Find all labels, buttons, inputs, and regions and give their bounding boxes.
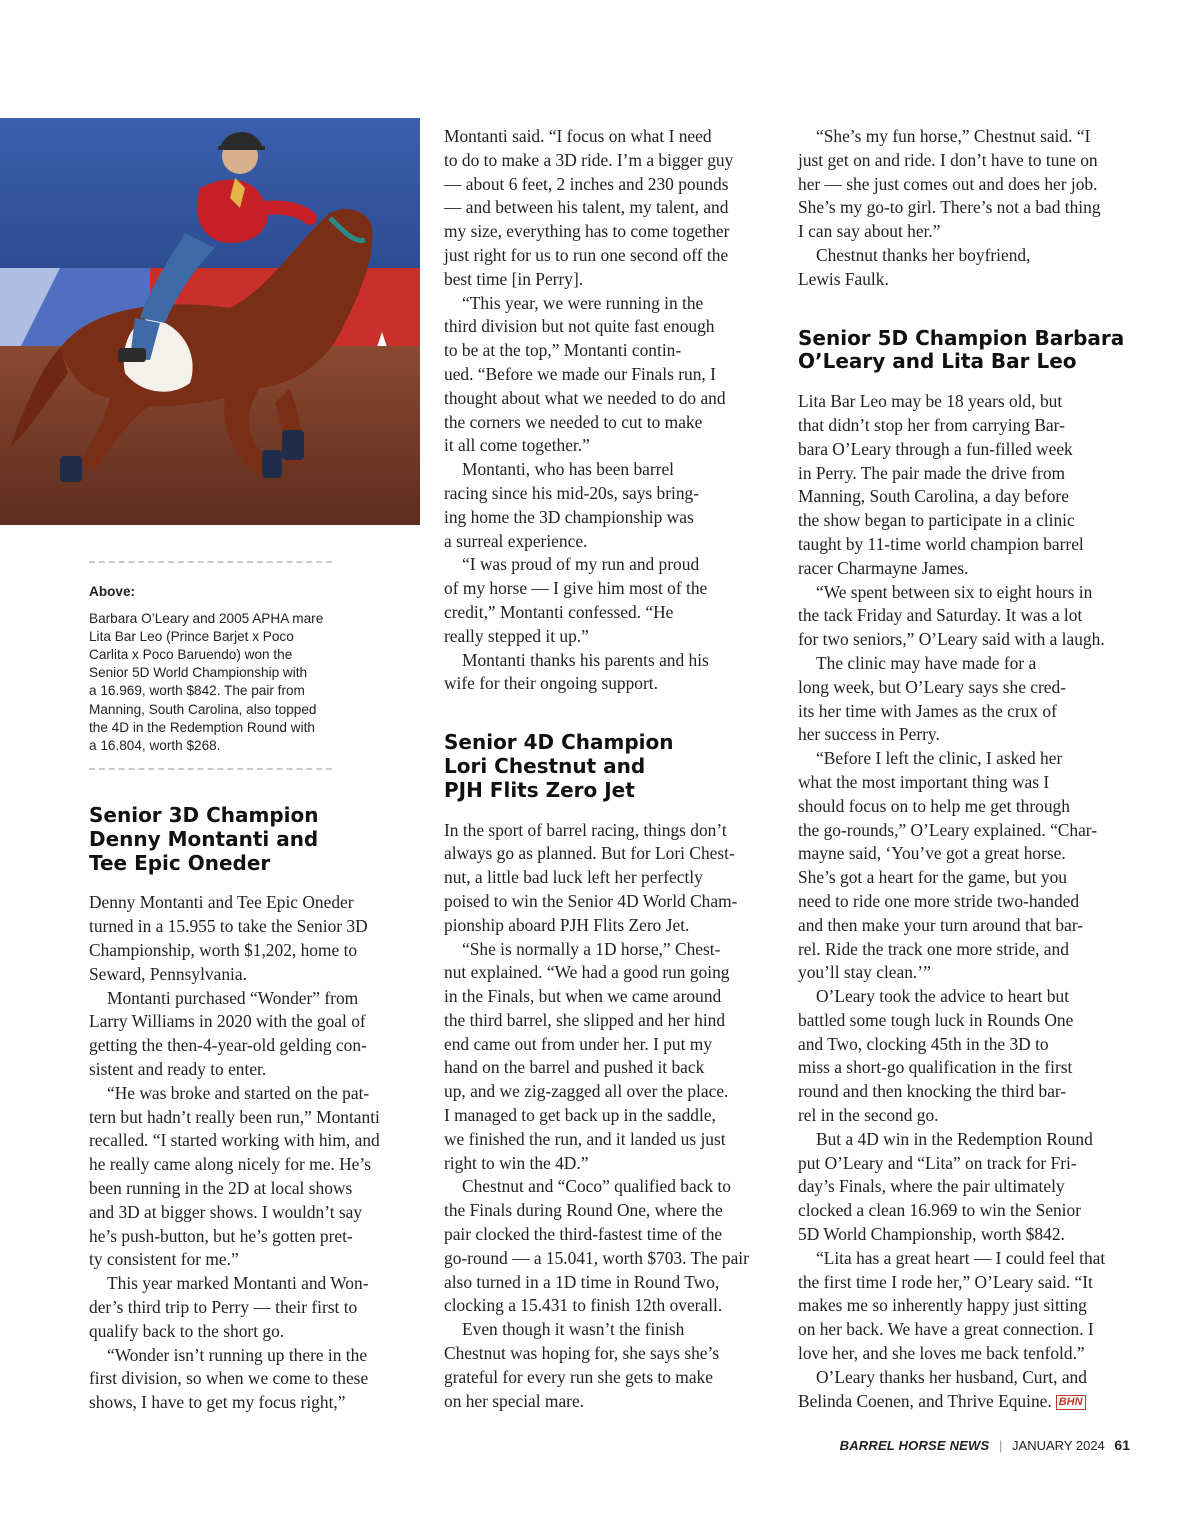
bhn-end-mark: BHN — [1056, 1395, 1086, 1410]
text-line: in Perry. The pair made the drive from — [798, 462, 1066, 483]
caption-text — [89, 610, 334, 755]
paragraph — [444, 458, 784, 553]
text-line: “Lita has a great heart — I could feel that — [816, 1247, 1106, 1268]
paragraph — [89, 1272, 424, 1343]
heading-line: Tee Epic Oneder — [89, 850, 271, 875]
page-footer — [0, 1437, 1130, 1453]
text-line: battled some tough luck in Rounds One — [798, 1009, 1074, 1030]
text-line: grateful for every run she gets to make — [444, 1366, 713, 1387]
text-line: a surreal experience. — [444, 530, 588, 551]
text-line: it all come together.” — [444, 435, 590, 456]
text-line: “She is normally a 1D horse,” Chest- — [462, 938, 721, 959]
paragraph — [444, 125, 784, 292]
text-line: credit,” Montanti confessed. “He — [444, 601, 674, 622]
article-column-2 — [444, 125, 784, 1413]
text-line: Montanti, who has been barrel — [462, 459, 675, 480]
text-line: Seward, Pennsylvania. — [89, 963, 247, 984]
heading-line: Denny Montanti and — [89, 826, 319, 851]
text-line: der’s third trip to Perry — their first to — [89, 1296, 358, 1317]
text-line: But a 4D win in the Redemption Round — [816, 1128, 1093, 1149]
text-line: that didn’t stop her from carrying Bar- — [798, 414, 1065, 435]
text-line: love her, and she loves me back tenfold.” — [798, 1343, 1085, 1364]
paragraph-final — [798, 1366, 1143, 1414]
text-line: tern but hadn’t really been run,” Montanti — [89, 1106, 380, 1127]
text-line: clocked a clean 16.969 to win the Senior — [798, 1200, 1081, 1221]
text-line: The clinic may have made for a — [816, 652, 1037, 673]
text-line: wife for their ongoing support. — [444, 673, 658, 694]
text-line: just right for us to run one second off the — [444, 244, 729, 265]
text-line: In the sport of barrel racing, things don’t — [444, 819, 727, 840]
text-line: its her time with James as the crux of — [798, 700, 1057, 721]
text-line: shows, I have to get my focus right,” — [89, 1392, 346, 1413]
text-line: 5D World Championship, worth $842. — [798, 1224, 1065, 1245]
text-line: I can say about her.” — [798, 221, 941, 242]
paragraph — [89, 987, 424, 1082]
text-line: Lewis Faulk. — [798, 268, 889, 289]
paragraph — [798, 1247, 1143, 1366]
text-line: Chestnut and “Coco” qualified back to — [462, 1176, 731, 1197]
text-line: the third barrel, she slipped and her hind — [444, 1009, 726, 1030]
text-line: the corners we needed to cut to make — [444, 411, 703, 432]
text-line: Larry Williams in 2020 with the goal of — [89, 1011, 366, 1032]
paragraph — [444, 938, 784, 1176]
text-line: long week, but O’Leary says she cred- — [798, 676, 1067, 697]
text-line: and 3D at bigger shows. I wouldn’t say — [89, 1201, 363, 1222]
paragraph — [444, 553, 784, 648]
text-line: her success in Perry. — [798, 724, 940, 745]
caption-line: a 16.804, worth $268. — [89, 737, 221, 753]
section-heading-3d — [89, 804, 424, 875]
text-line: the tack Friday and Saturday. It was a lot — [798, 605, 1083, 626]
text-line: nut explained. “We had a good run going — [444, 962, 730, 983]
text-line: to be at the top,” Montanti contin- — [444, 340, 682, 361]
caption-line: Manning, South Carolina, also topped — [89, 701, 317, 717]
text-line: ty consistent for me.” — [89, 1249, 239, 1270]
text-line: right to win the 4D.” — [444, 1152, 589, 1173]
section-heading-4d — [444, 731, 784, 802]
text-line: nut, a little bad luck left her perfectly — [444, 867, 703, 888]
text-line: round and then knocking the third bar- — [798, 1081, 1067, 1102]
text-line: Belinda Coenen, and Thrive Equine. BHN — [798, 1390, 1143, 1414]
paragraph — [798, 244, 1143, 292]
footer-separator: | — [999, 1438, 1003, 1453]
text-line: rel. Ride the track one more stride, and — [798, 938, 1069, 959]
text-line: in the Finals, but when we came around — [444, 986, 722, 1007]
text-line: hand on the barrel and pushed it back — [444, 1057, 705, 1078]
text-line: “This year, we were running in the — [462, 292, 704, 313]
caption-divider-bottom — [89, 768, 332, 770]
text-line: what the most important thing was I — [798, 771, 1050, 792]
page-number: 61 — [1114, 1437, 1130, 1453]
paragraph — [798, 652, 1143, 747]
caption-line: Barbara O’Leary and 2005 APHA mare — [89, 611, 324, 627]
text-line: the go-rounds,” O’Leary explained. “Char- — [798, 819, 1098, 840]
paragraph — [444, 292, 784, 459]
text-line: go-round — a 15.041, worth $703. The pair — [444, 1247, 749, 1268]
heading-line: Lori Chestnut and — [444, 753, 646, 778]
text-line: Even though it wasn’t the finish — [462, 1319, 685, 1340]
text-line: really stepped it up.” — [444, 625, 589, 646]
text-line: O’Leary thanks her husband, Curt, and — [816, 1366, 1087, 1387]
text-line: — about 6 feet, 2 inches and 230 pounds — [444, 173, 729, 194]
text-line: “We spent between six to eight hours in — [816, 581, 1093, 602]
paragraph — [444, 649, 784, 697]
text-line: end came out from under her. I put my — [444, 1033, 713, 1054]
text-line: also turned in a 1D time in Round Two, — [444, 1271, 720, 1292]
text-line: and Two, clocking 45th in the 3D to — [798, 1033, 1049, 1054]
text-line: up, and we zig-zagged all over the place. — [444, 1081, 729, 1102]
text-line: I managed to get back up in the saddle, — [444, 1105, 716, 1126]
paragraph — [798, 581, 1143, 652]
text-line: taught by 11-time world champion barrel — [798, 533, 1084, 554]
horse-and-rider-image — [0, 118, 420, 525]
text-line: need to ride one more stride two-handed — [798, 890, 1080, 911]
text-line: This year marked Montanti and Won- — [107, 1273, 369, 1294]
section-heading-5d — [798, 327, 1143, 375]
text-line: he’s push-button, but he’s gotten pret- — [89, 1225, 353, 1246]
text-line: thought about what we needed to do and — [444, 387, 726, 408]
text-line: day’s Finals, where the pair ultimately — [798, 1176, 1065, 1197]
text-line: qualify back to the short go. — [89, 1320, 285, 1341]
paragraph — [798, 125, 1143, 244]
caption-divider-top — [89, 561, 332, 563]
paragraph — [444, 1175, 784, 1318]
text-line: mayne said, ‘You’ve got a great horse. — [798, 843, 1066, 864]
text-line: Chestnut thanks her boyfriend, — [816, 244, 1031, 265]
paragraph — [444, 819, 784, 938]
text-line: makes me so inherently happy just sitting — [798, 1295, 1087, 1316]
text-line: on her special mare. — [444, 1390, 585, 1411]
text-line: Montanti thanks his parents and his — [462, 649, 709, 670]
text-line: he really came along nicely for me. He’s — [89, 1154, 371, 1175]
text-line: Chestnut was hoping for, she says she’s — [444, 1343, 720, 1364]
text-line: — and between his talent, my talent, and — [444, 197, 729, 218]
text-line: we finished the run, and it landed us just — [444, 1128, 726, 1149]
text-line: the first time I rode her,” O’Leary said. “It — [798, 1271, 1093, 1292]
text-line: rel in the second go. — [798, 1105, 939, 1126]
text-line: getting the then-4-year-old gelding con- — [89, 1035, 367, 1056]
caption-line: the 4D in the Redemption Round with — [89, 719, 315, 735]
text-line: miss a short-go qualification in the first — [798, 1057, 1073, 1078]
text-line: Manning, South Carolina, a day before — [798, 486, 1069, 507]
heading-line: Senior 5D Champion Barbara — [798, 325, 1125, 350]
paragraph — [89, 1344, 424, 1415]
text-line: put O’Leary and “Lita” on track for Fri- — [798, 1152, 1077, 1173]
heading-line: Senior 4D Champion — [444, 730, 674, 755]
text-line: of my horse — I give him most of the — [444, 578, 708, 599]
publication-name: BARREL HORSE NEWS — [839, 1438, 990, 1453]
paragraph — [798, 1128, 1143, 1247]
text-line: racer Charmayne James. — [798, 557, 969, 578]
text-line: recalled. “I started working with him, and — [89, 1130, 380, 1151]
text-line: sistent and ready to enter. — [89, 1058, 267, 1079]
text-line: her — she just comes out and does her job. — [798, 173, 1098, 194]
photo-caption — [89, 583, 334, 755]
text-line: should focus on to help me get through — [798, 795, 1070, 816]
text-line: to do to make a 3D ride. I’m a bigger guy — [444, 149, 734, 170]
paragraph — [89, 1082, 424, 1272]
caption-line: a 16.969, worth $842. The pair from — [89, 683, 305, 699]
text-line: the show began to participate in a clinic — [798, 510, 1075, 531]
text-line: third division but not quite fast enough — [444, 316, 715, 337]
text-line: pair clocked the third-fastest time of the — [444, 1224, 723, 1245]
paragraph — [798, 747, 1143, 985]
caption-line: Carlita x Poco Baruendo) won the — [89, 647, 293, 663]
text-line: O’Leary took the advice to heart but — [816, 986, 1070, 1007]
text-line: Montanti purchased “Wonder” from — [107, 987, 359, 1008]
text-line: bara O’Leary through a fun-filled week — [798, 438, 1073, 459]
text-line: racing since his mid-20s, says bring- — [444, 482, 700, 503]
text-line: “He was broke and started on the pat- — [107, 1082, 370, 1103]
paragraph — [798, 390, 1143, 580]
text-line: Denny Montanti and Tee Epic Oneder — [89, 892, 354, 913]
text-line: always go as planned. But for Lori Chest- — [444, 843, 735, 864]
barrel-racing-photo — [0, 118, 420, 525]
text-line: turned in a 15.955 to take the Senior 3D — [89, 916, 368, 937]
article-column-3 — [798, 125, 1143, 1413]
text-line: and then make your turn around that bar- — [798, 914, 1084, 935]
caption-label: Above: — [89, 584, 136, 599]
text-line: She’s my go-to girl. There’s not a bad thing — [798, 197, 1101, 218]
heading-line: O’Leary and Lita Bar Leo — [798, 349, 1077, 374]
text-line: clocking a 15.431 to finish 12th overall. — [444, 1295, 723, 1316]
text-line: “Before I left the clinic, I asked her — [816, 748, 1063, 769]
caption-line: Senior 5D World Championship with — [89, 665, 308, 681]
text-line: on her back. We have a great connection. I — [798, 1319, 1094, 1340]
heading-line: Senior 3D Champion — [89, 803, 319, 827]
text-line: poised to win the Senior 4D World Cham- — [444, 890, 738, 911]
text-line: ing home the 3D championship was — [444, 506, 694, 527]
text-line: “I was proud of my run and proud — [462, 554, 700, 575]
caption-line: Lita Bar Leo (Prince Barjet x Poco — [89, 629, 294, 645]
text-line: the Finals during Round One, where the — [444, 1200, 723, 1221]
issue-date: JANUARY 2024 — [1012, 1438, 1105, 1453]
text-line: ued. “Before we made our Finals run, I — [444, 363, 716, 384]
text-line: “Wonder isn’t running up there in the — [107, 1344, 368, 1365]
text-line: just get on and ride. I don’t have to tune on — [798, 149, 1098, 170]
text-line: been running in the 2D at local shows — [89, 1177, 353, 1198]
text-line: Lita Bar Leo may be 18 years old, but — [798, 391, 1063, 412]
paragraph — [798, 985, 1143, 1128]
heading-line: PJH Flits Zero Jet — [444, 777, 635, 802]
text-line: Montanti said. “I focus on what I need — [444, 126, 712, 146]
text-line: for two seniors,” O’Leary said with a laugh. — [798, 629, 1105, 650]
text-line: my size, everything has to come together — [444, 221, 730, 242]
text-line: “She’s my fun horse,” Chestnut said. “I — [816, 126, 1091, 146]
text-line: you’ll stay clean.’” — [798, 962, 931, 983]
article-column-1 — [89, 804, 424, 1415]
text-line: best time [in Perry]. — [444, 268, 584, 289]
paragraph — [444, 1318, 784, 1413]
text-line: first division, so when we come to these — [89, 1368, 369, 1389]
paragraph — [89, 891, 424, 986]
text-line: Championship, worth $1,202, home to — [89, 939, 358, 960]
text-line: She’s got a heart for the game, but you — [798, 867, 1068, 888]
text-line: pionship aboard PJH Flits Zero Jet. — [444, 914, 690, 935]
